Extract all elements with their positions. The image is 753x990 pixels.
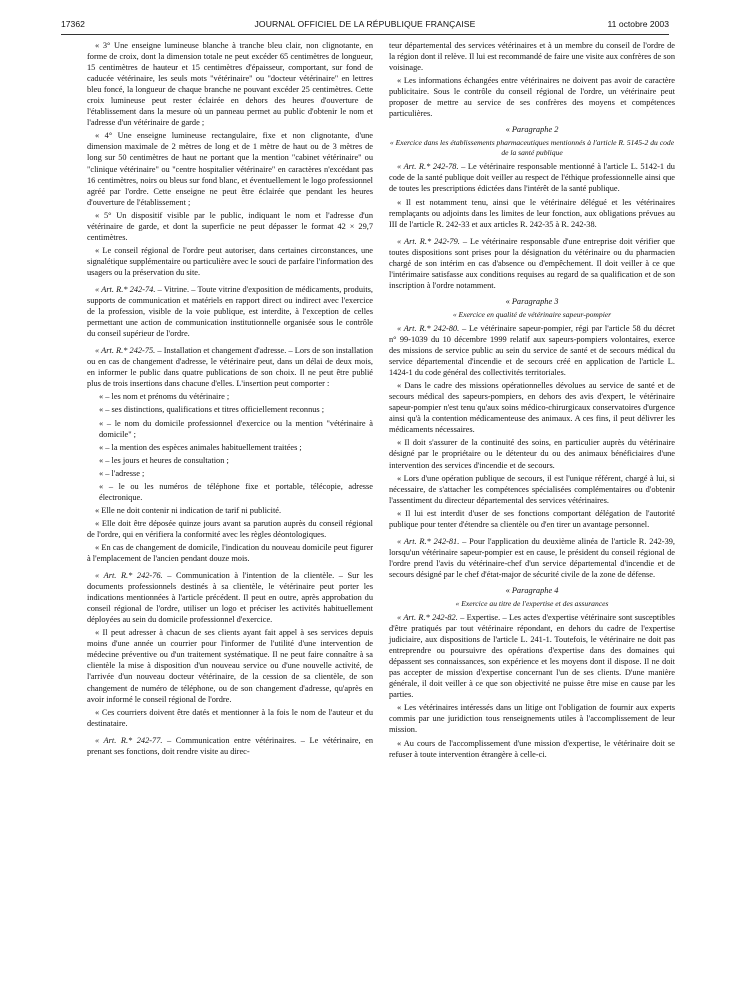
paragraph xyxy=(389,508,675,530)
paragraph-text: « Il lui est interdit d'user de ses fonctions comportant délégation de l'autorité publique pour tenter d'étendre sa clientèle ou d'en tirer un avantage personnel. xyxy=(389,508,675,529)
paragraph-text: « – le nom du domicile professionnel d'exercice ou la mention "vétérinaire à domicile" ; xyxy=(99,418,373,439)
paragraph-text: – Le vétérinaire sapeur-pompier, régi par l'article 58 du décret n° 99-1039 du 10 décembre 1999 relatif aux sapeurs-pompiers volontaires, exerce des missions de service public au sein du service de santé et de secours médical du service départemental d'incendie et de secours créé en application de l'article L. 1424-1 du code général des collectivités territoriales. xyxy=(389,323,675,378)
right-column xyxy=(389,40,675,762)
article-reference: « Art. R.* 242-79. xyxy=(397,236,460,246)
paragraph-text: « – les nom et prénoms du vétérinaire ; xyxy=(99,392,230,402)
paragraph xyxy=(87,130,373,207)
paragraph xyxy=(389,161,675,194)
paragraph-text: – Vitrine. – Toute vitrine d'exposition de médicaments, produits, supports de communication et matériels en rapport direct ou indirect avec l'exercice de la profession, visible de la voie publique, est interdite, à l'exception de celles permettant une action de communication institutionnelle organisée sous le contrôle du conseil supérieur de l'ordre. xyxy=(87,284,373,339)
section-subheading xyxy=(389,138,675,158)
article-reference: « Art. R.* 242-82. xyxy=(397,613,458,623)
paragraph-text: teur départemental des services vétérinaires et à un membre du conseil de l'ordre de la région dont il relève. Il lui est recommandé de faire une visite aux confrères de son voisinage. xyxy=(389,41,675,73)
paragraph-text: « Les vétérinaires intéressés dans un litige ont l'obligation de fournir aux experts commis par une juridiction tous renseignements utiles à l'accomplissement de leur mission. xyxy=(389,703,675,735)
paragraph xyxy=(389,612,675,700)
list-item xyxy=(87,481,373,503)
paragraph-text: « Lors d'une opération publique de secours, il est l'unique référent, chargé à lui, si nécessaire, de s'attacher les compétences spécialisées complémentaires ou d'obtenir l'assentiment du directeur départemental des services vétérinaires. xyxy=(389,473,675,505)
paragraph xyxy=(389,323,675,378)
paragraph xyxy=(87,707,373,729)
paragraph xyxy=(389,437,675,470)
paragraph-text: « – les jours et heures de consultation ; xyxy=(99,455,229,465)
publication-date: 11 octobre 2003 xyxy=(607,19,669,29)
journal-title: JOURNAL OFFICIEL DE LA RÉPUBLIQUE FRANÇAISE xyxy=(254,19,476,29)
article-paragraph xyxy=(389,536,675,580)
paragraph xyxy=(87,40,373,128)
article-paragraph xyxy=(87,735,373,757)
page-header xyxy=(61,17,669,31)
list-item xyxy=(87,418,373,440)
paragraph xyxy=(389,75,675,119)
paragraph xyxy=(87,210,373,243)
article-paragraph xyxy=(87,570,373,625)
paragraph xyxy=(389,380,675,435)
article-reference: « Art. R.* 242-80. xyxy=(397,323,460,333)
paragraph-text: « Elle ne doit contenir ni indication de tarif ni publicité. xyxy=(95,505,282,515)
paragraph xyxy=(87,505,373,516)
section-heading xyxy=(389,585,675,596)
article-paragraph xyxy=(87,345,373,389)
list-item xyxy=(87,468,373,479)
section-subheading xyxy=(389,310,675,320)
article-reference: « Art. R.* 242-76. xyxy=(95,571,163,581)
section-heading xyxy=(389,296,675,307)
paragraph-text: « En cas de changement de domicile, l'indication du nouveau domicile peut figurer à l'emplacement de l'ancien pendant douze mois. xyxy=(87,542,373,564)
paragraph-text: « 5° Un dispositif visible par le public, indiquant le nom et l'adresse d'un vétérinaire de garde, et dont la superficie ne peut dépasser le format 42 × 29,7 centimètres. xyxy=(87,210,373,242)
paragraph xyxy=(87,542,373,564)
left-column xyxy=(87,40,373,759)
article-reference: « Art. R.* 242-77. xyxy=(95,735,163,745)
paragraph-text: « Ces courriers doivent être datés et mentionner à la fois le nom de l'auteur et du destinataire. xyxy=(87,707,373,728)
paragraph-text: – Communication à l'intention de la clientèle. – Sur les documents professionnels destinés à sa clientèle, le vétérinaire peut porter les indications mentionnées à l'article précédent. Il peut en outre, après approbation du conseil régional de l'ordre, utiliser un logo et préciser les activités habituellement déployées au sein du domicile professionnel d'exercice. xyxy=(87,571,373,625)
paragraph-text: « 4° Une enseigne lumineuse rectangulaire, fixe et non clignotante, d'une dimension maximale de 2 mètres de long et de 1 mètre de haut ou de 3 mètres de long sur 50 centimètres de haut ne portant que la mention "cabinet vétérinaire" ou "clinique vétérinaire" ou "centre hospitalier vétérinaire" en caractères n'excédant pas 16 centimètres, noirs ou bleus sur fond blanc, et éventuellement le logo professionnel agréé par l'ordre. Cette enseigne ne peut être éclairée que pendant les heures d'ouverture de l'établissement ; xyxy=(87,131,373,207)
paragraph-text: « Il peut adresser à chacun de ses clients ayant fait appel à ses services depuis moins d'une année un courrier pour l'informer de l'utilité d'une intervention de médecine préventive ou d'un traitement systématique. Il ne peut faire connaître à sa clientèle la mise à disposition d'un nouveau service ou d'une nouvelle activité, de l'arrivée d'un nouveau docteur vétérinaire, de la cession de sa clientèle, de son changement de numéro de téléphone, ou de son changement d'adresse, qu'après en avoir informé le conseil régional de l'ordre. xyxy=(87,628,373,704)
paragraph-text: « Au cours de l'accomplissement d'une mission d'expertise, le vétérinaire doit se refuser à toute intervention étrangère à celle-ci. xyxy=(389,738,675,759)
paragraph-text: « Dans le cadre des missions opérationnelles dévolues au service de santé et de secours médical des sapeurs-pompiers, en dehors des avis d'expert, le vétérinaire sapeur-pompier n'est tenu qu'aux soins médico-chirurgicaux conservatoires d'urgence ainsi qu'à la contention médicamenteuse des animaux. A ces fins, il peut délivrer les médicaments nécessaires. xyxy=(389,381,675,435)
paragraph xyxy=(389,473,675,506)
paragraph-text: – Installation et changement d'adresse. – Lors de son installation ou en cas de changement d'adresse, le vétérinaire peut, dans un délai de deux mois, en informer le public dans quatre publications de son choix. Il ne peut être publié plus de trois insertions dans chacune d'elles. L'insertion peut comporter : xyxy=(87,346,373,389)
paragraph-text: « Exercice dans les établissements pharmaceutiques mentionnés à l'article R. 5145-2 du code de la santé publique xyxy=(389,138,675,158)
paragraph xyxy=(389,738,675,760)
list-item xyxy=(87,455,373,466)
list-item xyxy=(87,442,373,453)
paragraph-text: « Il doit s'assurer de la continuité des soins, en particulier auprès du vétérinaire désigné par le propriétaire ou le détenteur du ou des animaux bénéficiaires d'une intervention des services d'incendie et de secours. xyxy=(389,438,675,470)
paragraph-text: « – ses distinctions, qualifications et titres officiellement reconnus ; xyxy=(99,405,325,415)
paragraph-text: « 3° Une enseigne lumineuse blanche à tranche bleu clair, non clignotante, en forme de croix, dont la dimension totale ne peut excéder 65 centimètres de longueur, 15 centimètres de hauteur et 15 centimètres d'épaisseur, comportant, sur fond de caducée vétérinaire, les seuls mots "vétérinaire" ou "docteur vétérinaire" en lettres bleu foncé, la longueur de chaque branche ne pouvant excéder 25 centimètres. Cette croix lumineuse peut rester éclairée en dehors des heures d'ouverture de l'établissement dans la mesure où un panneau permet au public d'obtenir le nom et l'adresse d'un vétérinaire de garde ; xyxy=(87,41,373,128)
paragraph xyxy=(87,627,373,704)
paragraph-text: « Exercice en qualité de vétérinaire sapeur-pompier xyxy=(452,309,612,319)
paragraph-text: « Il est notamment tenu, ainsi que le vétérinaire délégué et les vétérinaires remplaçants ou adjoints dans les limites de leur fonction, aux obligations prévues au III de l'article R. 242-33 et aux articles R. 242-35 à R. 242-38. xyxy=(389,197,675,229)
paragraph-text: « – la mention des espèces animales habituellement traitées ; xyxy=(99,442,302,452)
paragraph-text: – Communication entre vétérinaires. – Le vétérinaire, en prenant ses fonctions, doit rendre visite au direc- xyxy=(87,735,373,756)
section-subheading xyxy=(389,599,675,609)
paragraph-text: – Le vétérinaire responsable d'une entreprise doit vérifier que toutes dispositions sont prises pour la désignation du vétérinaire ou du pharmacien chargé de son intérim en cas d'absence ou d'empêchement. Il doit veiller à ce que l'intérimaire satisfasse aux conditions requises au regard de sa qualification et de son inscription à l'ordre notamment. xyxy=(389,236,675,290)
paragraph-text: « – le ou les numéros de téléphone fixe et portable, télécopie, adresse électronique. xyxy=(99,481,373,502)
header-rule xyxy=(61,34,669,35)
paragraph xyxy=(389,197,675,230)
article-reference: « Art. R.* 242-78. xyxy=(397,162,459,172)
paragraph-text: – Expertise. – Les actes d'expertise vétérinaire sont susceptibles d'être pratiqués par tout vétérinaire répondant, en dehors du cadre de l'expertise judiciaire, aux dispositions de l'article L. 241-1. Toutefois, le vétérinaire ne doit pas entreprendre ou poursuivre des opérations d'expertise dans des domaines qui dépassent ses connaissances, son expérience et les moyens dont il dispose. Il ne doit pas accepter de mission d'expertise concernant l'un de ses clients. D'une manière générale, il doit veiller à ce que son objectivité ne puisse être mise en cause par les parties. xyxy=(389,613,675,700)
paragraph-text: « Exercice au titre de l'expertise et des assurances xyxy=(455,599,609,609)
paragraph-continuation xyxy=(389,40,675,73)
paragraph-text: « – l'adresse ; xyxy=(99,468,145,478)
article-paragraph xyxy=(389,236,675,291)
paragraph xyxy=(87,245,373,278)
article-reference: « Art. R.* 242-75. xyxy=(95,346,156,356)
paragraph-text: « Le conseil régional de l'ordre peut autoriser, dans certaines circonstances, une signalétique supplémentaire ou particulière avec le souci de parfaire l'information des usagers ou la préservation du site. xyxy=(87,245,373,277)
paragraph-text: – Pour l'application du deuxième alinéa de l'article R. 242-39, lorsqu'un vétérinaire sapeur-pompier est en cause, le président du conseil régional de l'ordre prend l'avis du vétérinaire-chef d'un service départemental d'incendie et de secours désigné par le chef d'état-major de sécurité civile de la zone de défense. xyxy=(389,536,676,579)
paragraph-text: « Elle doit être déposée quinze jours avant sa parution auprès du conseil régional de l'ordre, qui en vérifiera la conformité avec les règles déontologiques. xyxy=(87,518,373,539)
paragraph-text: « Paragraphe 3 xyxy=(505,296,559,306)
list-item xyxy=(87,404,373,415)
list-item xyxy=(87,391,373,402)
paragraph xyxy=(87,518,373,540)
paragraph-text: « Paragraphe 4 xyxy=(505,585,559,595)
article-reference: « Art. R.* 242-74. xyxy=(95,284,156,294)
article-paragraph xyxy=(87,284,373,339)
section-heading xyxy=(389,124,675,135)
paragraph-text: « Paragraphe 2 xyxy=(505,125,559,135)
paragraph xyxy=(389,702,675,735)
page-number: 17362 xyxy=(61,19,85,29)
paragraph-text: « Les informations échangées entre vétérinaires ne doivent pas avoir de caractère publicitaire. Sous le contrôle du conseil régional de l'ordre, un vétérinaire peut proposer de mettre au service de ses confrères des moyens et compétences particulières. xyxy=(389,76,675,119)
article-reference: « Art. R.* 242-81. xyxy=(397,536,460,546)
paragraph-text: – Le vétérinaire responsable mentionné à l'article L. 5142-1 du code de la santé publique doit veiller au respect de l'éthique professionnelle ainsi que de toutes les prescriptions édictées dans l'intérêt de la santé publique. xyxy=(389,162,675,194)
